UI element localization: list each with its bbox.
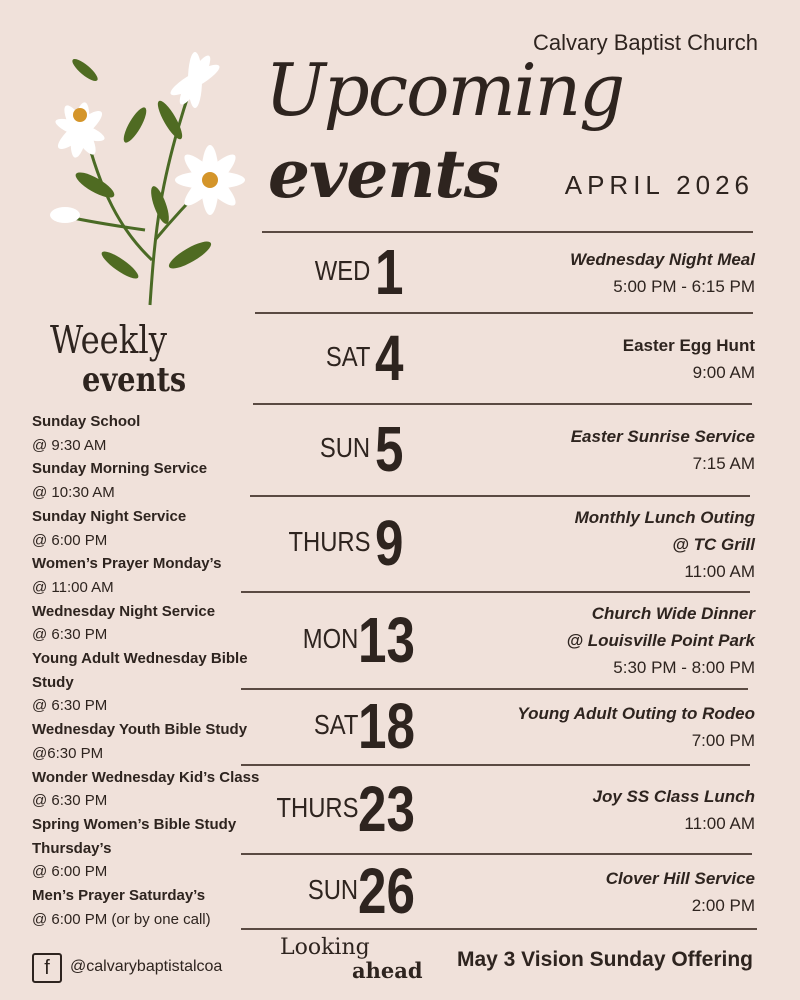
- weekly-event-name: Men’s Prayer Saturday’s: [32, 887, 206, 905]
- weekly-event-time: @ 6:00 PM: [32, 531, 108, 549]
- event-date: 5: [375, 413, 404, 485]
- event-time: 9:00 AM: [692, 362, 755, 382]
- weekly-event-item: [32, 718, 262, 765]
- looking-ahead-label: Looking: [280, 935, 370, 960]
- weekly-event-name: Sunday Night Service: [32, 507, 187, 525]
- event-time: 7:00 PM: [691, 731, 755, 750]
- event-date: 1: [375, 235, 404, 308]
- event-title: Church Wide Dinner: [591, 604, 755, 623]
- event-info: [570, 246, 755, 300]
- event-time: 5:00 PM - 6:15 PM: [613, 276, 755, 296]
- event-date: 13: [358, 603, 415, 676]
- event-date: 26: [358, 854, 415, 927]
- event-title: Clover Hill Service: [605, 868, 755, 888]
- weekly-event-time: @6:30 PM: [32, 744, 104, 762]
- weekly-event-item: [32, 766, 262, 813]
- event-title: @ TC Grill: [672, 534, 755, 554]
- event-row: [240, 591, 755, 688]
- event-info: [566, 600, 755, 681]
- weekly-event-name: Wednesday Youth Bible Study: [32, 721, 248, 739]
- title-upcoming: Upcoming: [265, 48, 624, 132]
- facebook-handle[interactable]: @calvarybaptistalcoa: [70, 958, 223, 975]
- weekly-event-time: @ 6:00 PM: [32, 863, 108, 881]
- event-time: 11:00 AM: [684, 813, 755, 833]
- event-title: Easter Egg Hunt: [622, 335, 755, 355]
- weekly-events-list: [32, 410, 262, 931]
- event-info: [623, 332, 755, 386]
- church-name: Calvary Baptist Church: [533, 30, 758, 55]
- event-info: [517, 700, 755, 754]
- weekly-event-item: [32, 884, 262, 931]
- facebook-icon[interactable]: f: [32, 953, 62, 983]
- weekly-event-name: Spring Women’s Bible Study: [32, 815, 237, 833]
- event-row: [240, 312, 755, 403]
- weekly-heading-events: events: [82, 360, 187, 400]
- event-info: [575, 504, 755, 585]
- event-info: [606, 865, 755, 919]
- event-day: MON: [302, 622, 358, 654]
- event-row: [240, 688, 755, 764]
- event-day: SUN: [319, 432, 370, 463]
- weekly-event-item: [32, 647, 262, 718]
- daisy-flowers-illustration: [40, 30, 270, 310]
- weekly-event-name: Thursday’s: [32, 839, 112, 857]
- looking-ahead-label-2: ahead: [352, 958, 423, 983]
- event-title: Joy SS Class Lunch: [592, 786, 755, 806]
- weekly-event-time: @ 10:30 AM: [32, 484, 115, 502]
- event-title: Easter Sunrise Service: [570, 427, 755, 446]
- event-row: [240, 853, 755, 928]
- weekly-event-time: @ 11:00 AM: [32, 578, 114, 596]
- event-day: SAT: [313, 709, 358, 740]
- weekly-event-time: @ 6:30 PM: [32, 626, 108, 644]
- weekly-event-name: Wednesday Night Service: [32, 602, 216, 620]
- event-day: THURS: [276, 791, 358, 823]
- event-day: THURS: [288, 526, 370, 557]
- weekly-event-item: [32, 600, 262, 647]
- weekly-event-item: [32, 552, 262, 599]
- weekly-event-name: Sunday Morning Service: [32, 460, 208, 478]
- weekly-event-name: Young Adult Wednesday Bible: [32, 650, 248, 668]
- weekly-event-name: Women’s Prayer Monday’s: [32, 555, 222, 573]
- event-time: 5:30 PM - 8:00 PM: [613, 658, 755, 677]
- event-time: 2:00 PM: [691, 895, 755, 915]
- weekly-heading: Weekly: [50, 318, 167, 362]
- event-row: [240, 495, 755, 591]
- event-time: 11:00 AM: [684, 561, 755, 581]
- weekly-event-name: Sunday School: [32, 413, 141, 430]
- event-day: SUN: [307, 873, 358, 905]
- weekly-event-time: @ 6:30 PM: [32, 697, 108, 715]
- event-date: 4: [375, 321, 404, 394]
- event-date: 9: [375, 507, 404, 579]
- event-day: SAT: [325, 340, 370, 372]
- event-time: 7:15 AM: [692, 454, 755, 473]
- event-title: Young Adult Outing to Rodeo: [517, 704, 755, 723]
- event-row: [240, 231, 755, 312]
- weekly-event-item: [32, 505, 262, 552]
- weekly-event-item: [32, 813, 262, 884]
- event-row: [240, 764, 755, 853]
- weekly-event-time: @ 9:30 AM: [32, 436, 107, 454]
- event-title: @ Louisville Point Park: [566, 631, 755, 650]
- weekly-event-time: @ 6:30 PM: [32, 792, 108, 810]
- row-divider: [241, 928, 757, 930]
- event-info: [571, 423, 755, 477]
- event-info: [593, 783, 756, 837]
- event-title: Monthly Lunch Outing: [574, 507, 755, 527]
- weekly-event-item: [32, 457, 262, 504]
- weekly-event-item: [32, 410, 262, 457]
- month-label: APRIL 2026: [564, 170, 754, 200]
- weekly-event-name: Wonder Wednesday Kid’s Class: [32, 768, 260, 786]
- weekly-event-time: @ 6:00 PM (or by one call): [32, 910, 211, 928]
- event-date: 23: [358, 772, 415, 845]
- weekly-event-name: Study: [32, 673, 74, 691]
- title-events: events: [268, 135, 500, 213]
- event-title: Wednesday Night Meal: [570, 249, 755, 269]
- event-row: [240, 403, 755, 495]
- event-day: WED: [314, 254, 370, 286]
- event-date: 18: [358, 690, 415, 762]
- looking-ahead-announcement: May 3 Vision Sunday Offering: [456, 948, 753, 971]
